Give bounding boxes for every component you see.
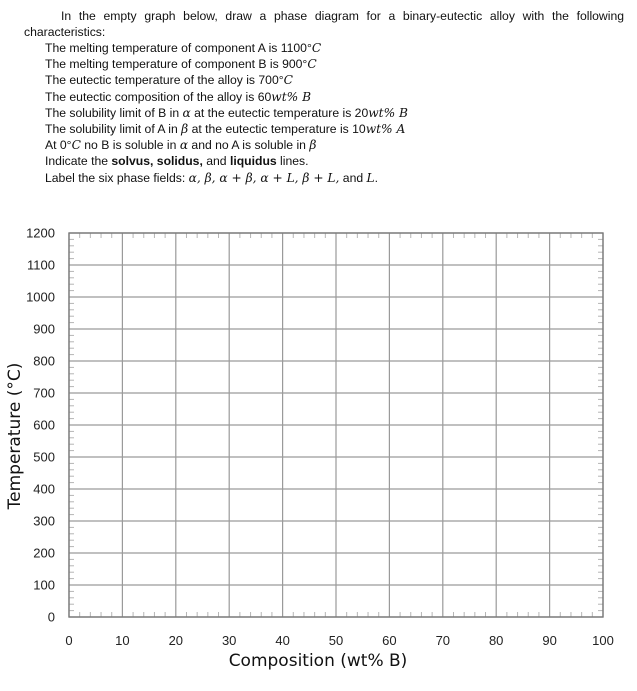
y-tick-label: 400 bbox=[33, 481, 55, 497]
text-run: and bbox=[202, 154, 230, 169]
y-tick-label: 1100 bbox=[27, 257, 55, 273]
y-tick-label: 1200 bbox=[26, 225, 55, 241]
math-run: β bbox=[309, 138, 317, 153]
math-run: α, β, α + β, α + L, β + L, bbox=[188, 170, 340, 185]
y-tick-label: 500 bbox=[33, 449, 55, 465]
y-axis-title: Temperature (°C) bbox=[5, 362, 25, 510]
math-run: C bbox=[71, 138, 81, 153]
x-tick-label: 0 bbox=[65, 633, 73, 648]
y-tick-label: 0 bbox=[47, 609, 55, 625]
y-tick-label: 800 bbox=[33, 353, 55, 369]
x-tick-label: 20 bbox=[168, 633, 184, 648]
x-tick-label: 100 bbox=[592, 633, 614, 648]
text-run: The melting temperature of component A is 1100° bbox=[45, 41, 312, 55]
math-run: C bbox=[307, 57, 317, 72]
text-run: The eutectic temperature of the alloy is 700° bbox=[45, 73, 284, 88]
math-run: L bbox=[366, 170, 375, 185]
y-tick-label: 100 bbox=[33, 577, 55, 593]
x-tick-label: 30 bbox=[221, 633, 237, 648]
x-tick-label: 60 bbox=[382, 633, 397, 648]
math-run: β bbox=[181, 122, 189, 137]
math-run: wt% B bbox=[271, 89, 312, 104]
x-tick-label: 70 bbox=[435, 633, 451, 648]
x-axis-title: Composition (wt% B) bbox=[228, 651, 408, 671]
math-run: C bbox=[311, 41, 322, 55]
math-run: α bbox=[182, 105, 191, 120]
text-run: no B is soluble in bbox=[80, 138, 180, 153]
text-run: at the eutectic temperature is 10 bbox=[188, 122, 366, 137]
math-run: wt% A bbox=[365, 122, 406, 137]
math-run: α bbox=[179, 138, 189, 153]
bold-run: liquidus bbox=[229, 154, 277, 169]
x-tick-label: 50 bbox=[328, 633, 344, 648]
math-run: C bbox=[283, 73, 293, 88]
y-tick-label: 200 bbox=[33, 545, 55, 561]
text-run: and no A is soluble in bbox=[188, 138, 310, 153]
x-tick-label: 80 bbox=[488, 633, 504, 648]
y-tick-label: 900 bbox=[33, 321, 55, 337]
text-run: The solubility limit of A in bbox=[45, 122, 182, 137]
y-tick-label: 300 bbox=[33, 513, 55, 529]
x-tick-label: 90 bbox=[542, 633, 557, 648]
problem-intro: In the empty graph below, draw a phase diagram for a binary-eutectic alloy with the following characteristics: bbox=[24, 9, 624, 39]
text-run: . bbox=[374, 170, 378, 185]
text-run: The solubility limit of B in bbox=[45, 105, 183, 120]
text-run: at the eutectic temperature is 20 bbox=[190, 105, 369, 120]
y-tick-label: 1000 bbox=[26, 289, 55, 305]
y-tick-label: 600 bbox=[33, 417, 55, 433]
math-run: wt% B bbox=[368, 105, 408, 120]
text-run: and bbox=[339, 170, 367, 185]
x-tick-label: 10 bbox=[115, 633, 130, 648]
bold-run: solvus, solidus, bbox=[111, 154, 203, 169]
text-run: At 0° bbox=[45, 138, 72, 153]
text-run: The melting temperature of component B is 900° bbox=[45, 57, 308, 72]
text-run: lines. bbox=[276, 154, 309, 169]
text-run: The eutectic composition of the alloy is 60 bbox=[45, 89, 272, 104]
x-tick-label: 40 bbox=[275, 633, 290, 648]
text-run: Label the six phase fields: bbox=[45, 170, 189, 185]
text-run: Indicate the bbox=[45, 154, 112, 169]
y-tick-label: 700 bbox=[33, 385, 55, 401]
